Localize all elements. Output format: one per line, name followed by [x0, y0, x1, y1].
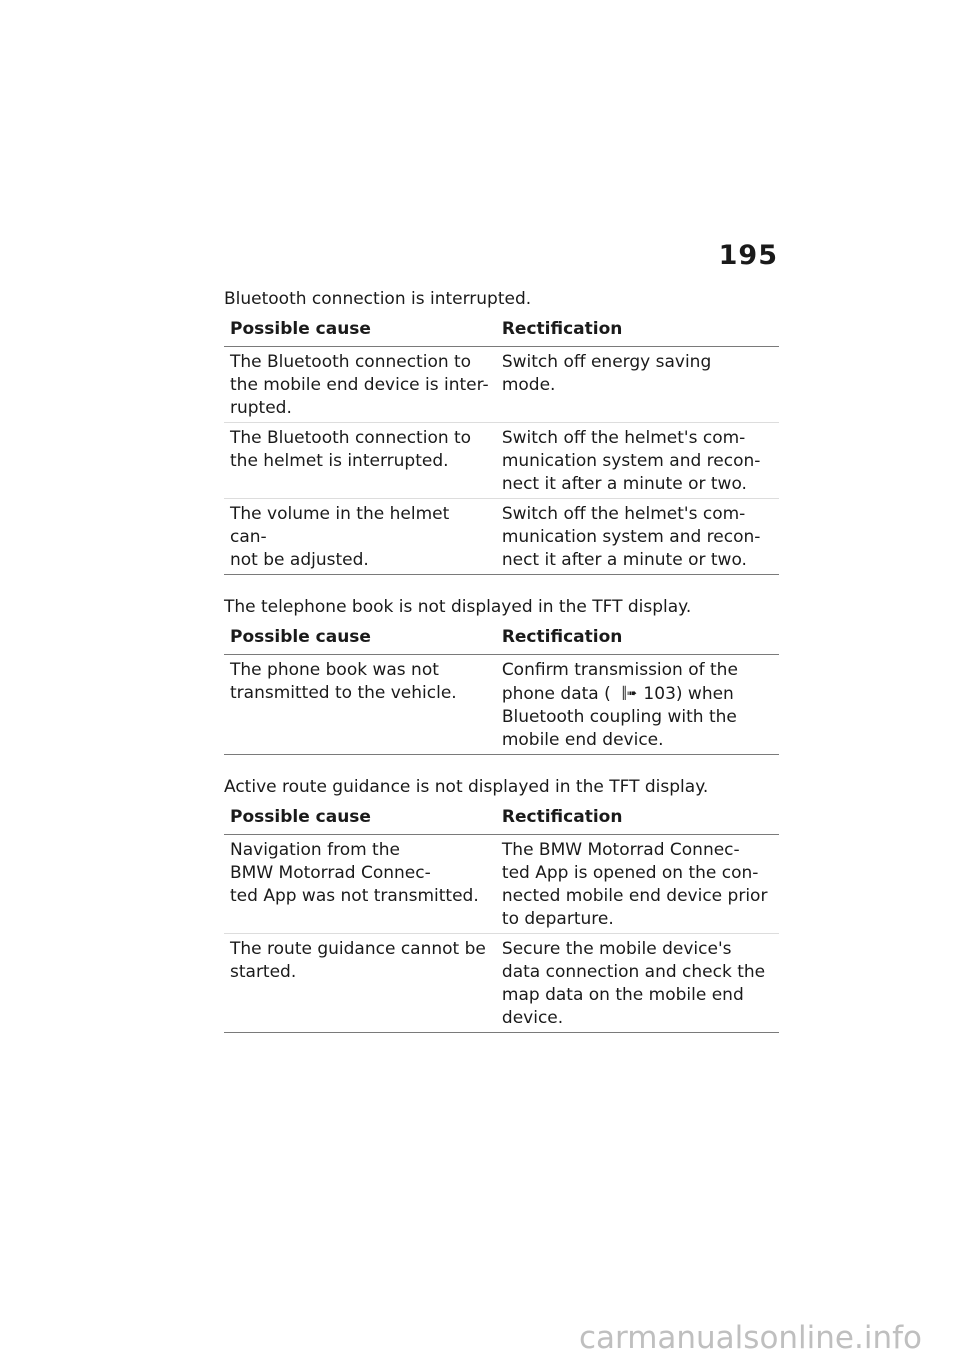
cause-cell: The Bluetooth connection to the helmet is interrupted.: [224, 423, 496, 499]
table-header-row: [224, 803, 779, 835]
table-row: [224, 835, 779, 934]
header-rectification: Rectification: [496, 803, 779, 835]
cause-cell: The Bluetooth connection to the mobile end device is inter- rupted.: [224, 347, 496, 423]
header-possible-cause: Possible cause: [224, 315, 496, 347]
rectification-cell: Secure the mobile device's data connection and check the map data on the mobile end device.: [496, 934, 779, 1033]
section-title: Bluetooth connection is interrupted.: [224, 289, 532, 309]
cause-cell: The route guidance cannot be started.: [224, 934, 496, 1033]
rectification-cell: Switch off the helmet's com- munication system and recon- nect it after a minute or two.: [496, 423, 779, 499]
header-rectification: Rectification: [496, 315, 779, 347]
header-rectification: Rectification: [496, 623, 779, 655]
section-route-guidance-not-displayed: [224, 776, 779, 1033]
table-row: [224, 499, 779, 575]
page-reference-arrow-icon: ║➠: [620, 686, 637, 700]
cause-cell: The volume in the helmet can- not be adjusted.: [224, 499, 496, 575]
section-title: The telephone book is not displayed in the TFT display.: [224, 597, 692, 617]
watermark: carmanualsonline.info: [578, 1320, 922, 1356]
troubleshooting-table: [224, 623, 779, 755]
page-number: 195: [718, 240, 778, 271]
page-content: [224, 288, 779, 1033]
rectification-cell: Switch off the helmet's com- munication system and recon- nect it after a minute or two.: [496, 499, 779, 575]
rectification-text: 103) when Bluetooth coupling with the mobile end device.: [501, 684, 737, 750]
cause-cell: Navigation from the BMW Motorrad Connec- ted App was not transmitted.: [224, 835, 496, 934]
table-row: [224, 655, 779, 755]
troubleshooting-table: [224, 315, 779, 575]
table-row: [224, 934, 779, 1033]
table-header-row: [224, 315, 779, 347]
table-header-row: [224, 623, 779, 655]
rectification-cell: The BMW Motorrad Connec- ted App is opened on the con- nected mobile end device prior to departure.: [496, 835, 779, 934]
cause-cell: The phone book was not transmitted to the vehicle.: [224, 655, 496, 755]
rectification-cell: Switch off energy saving mode.: [496, 347, 779, 423]
table-row: [224, 423, 779, 499]
section-phone-book-not-displayed: [224, 596, 779, 755]
section-title: Active route guidance is not displayed in the TFT display.: [224, 777, 709, 797]
troubleshooting-table: [224, 803, 779, 1033]
header-possible-cause: Possible cause: [224, 803, 496, 835]
table-row: [224, 347, 779, 423]
section-bluetooth-interrupted: [224, 288, 779, 575]
rectification-cell: [496, 655, 779, 755]
rectification-text: Confirm transmission of the phone data (: [501, 660, 738, 704]
header-possible-cause: Possible cause: [224, 623, 496, 655]
